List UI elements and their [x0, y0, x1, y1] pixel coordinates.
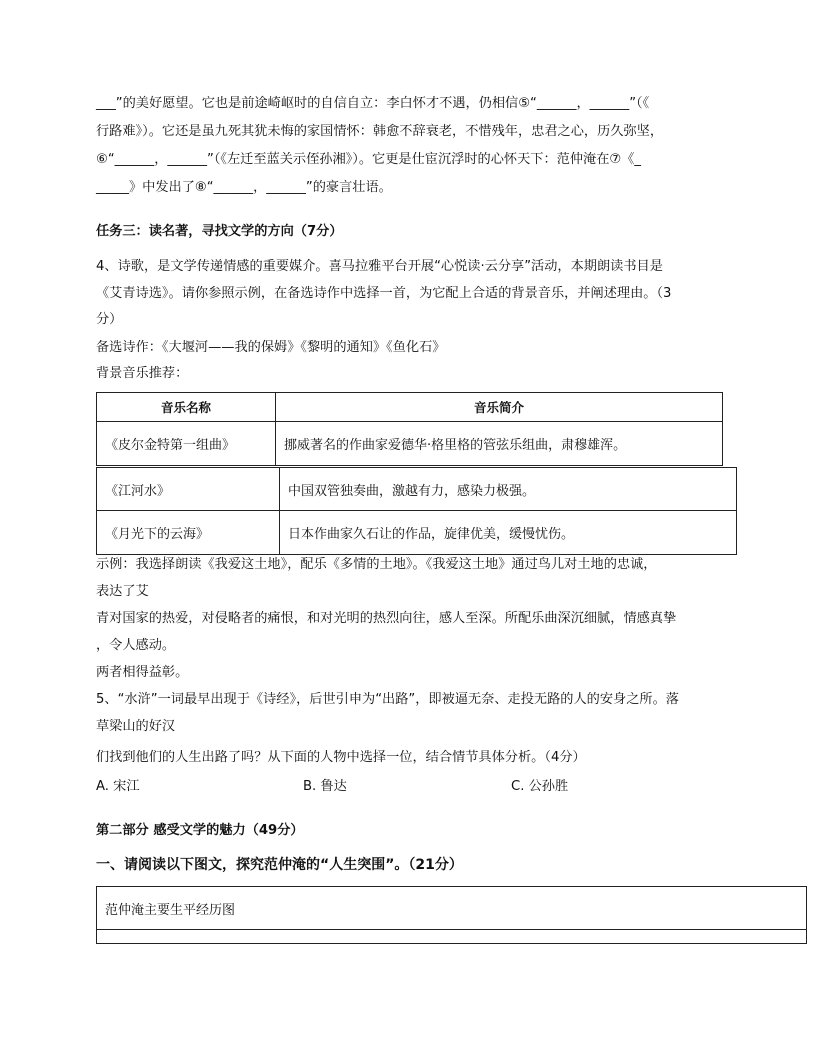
table-row [97, 887, 807, 930]
music-table-part2 [96, 467, 737, 555]
table-row [97, 468, 737, 511]
music-name-cell: 《江河水》 [97, 468, 280, 511]
music-intro-cell: 挪威著名的作曲家爱德华·格里格的管弦乐组曲，肃穆雄浑。 [276, 422, 723, 466]
q4-line-2: 《艾青诗选》。请你参照示例，在备选诗作中选择一首，为它配上合适的背景音乐，并阐述理由。（3 [96, 286, 672, 301]
q4-line-3: 分） [96, 312, 123, 327]
bio-table [96, 886, 807, 944]
q5-line-3: 们找到他们的人生出路了吗？从下面的人物中选择一位，结合情节具体分析。（4分） [96, 750, 586, 765]
music-intro-cell: 日本作曲家久石让的作品，旋律优美，缓慢忧伤。 [280, 511, 737, 555]
q5-option-a: A. 宋江 [96, 779, 140, 794]
passage-line-2: 行路难》）。它还是虽九死其犹未悔的家国情怀：韩愈不辞衰老，不惜残年，忠君之心，历久弥坚， [96, 124, 664, 139]
music-name-header: 音乐名称 [97, 393, 276, 422]
music-name-cell: 《皮尔金特第一组曲》 [97, 422, 276, 466]
bio-table-empty-cell [97, 930, 807, 944]
music-table-header-row [97, 393, 723, 422]
passage-line-4: _____》中发出了⑧“______，______”的豪言壮语。 [96, 180, 392, 195]
task3-heading: 任务三：读名著，寻找文学的方向（7分） [96, 224, 343, 239]
q5-option-c: C. 公孙胜 [511, 779, 569, 794]
example-line-1: 示例：我选择朗读《我爱这土地》，配乐《多情的土地》。《我爱这土地》通过鸟儿对土地的忠诚， [96, 557, 657, 572]
q4-line-1: 4、诗歌，是文学传递情感的重要媒介。喜马拉雅平台开展“心悦读·云分享”活动，本期朗读书目是 [96, 259, 663, 274]
part2-heading: 第二部分 感受文学的魅力（49分） [96, 823, 304, 838]
passage-line-3: ⑥“______，______”（《左迁至蓝关示侄孙湘》）。它更是仕宦沉浮时的心怀天下：范仲淹在⑦《_ [96, 152, 641, 167]
example-line-5: 两者相得益彰。 [96, 665, 189, 680]
q4-candidates: 备选诗作：《大堰河——我的保姆》《黎明的通知》《鱼化石》 [96, 340, 446, 355]
table-row [97, 930, 807, 944]
music-intro-cell: 中国双管独奏曲，激越有力，感染力极强。 [280, 468, 737, 511]
q5-line-1: 5、“水浒”一词最早出现于《诗经》，后世引申为“出路”，即被逼无奈、走投无路的人的安身之所。落 [96, 692, 679, 707]
q5-option-b: B. 鲁达 [303, 779, 347, 794]
music-intro-header: 音乐简介 [276, 393, 723, 422]
q4-music-label: 背景音乐推荐： [96, 366, 189, 381]
music-table-part1 [96, 392, 723, 466]
example-line-4: ，令人感动。 [96, 638, 176, 653]
passage-line-1: ___”的美好愿望。它也是前途崎岖时的自信自立：李白怀才不遇，仍相信⑤“______，______”（《 [96, 96, 650, 111]
table-row [97, 422, 723, 466]
example-line-3: 青对国家的热爱，对侵略者的痛恨，和对光明的热烈向往，感人至深。所配乐曲深沉细腻，情感真挚 [96, 611, 677, 626]
bio-table-title: 范仲淹主要生平经历图 [97, 887, 807, 930]
q5-line-2: 草梁山的好汉 [96, 719, 176, 734]
table-row [97, 511, 737, 555]
example-line-2: 表达了艾 [96, 584, 149, 599]
music-name-cell: 《月光下的云海》 [97, 511, 280, 555]
section1-heading: 一、请阅读以下图文，探究范仲淹的“人生突围”。（21分） [96, 857, 463, 873]
